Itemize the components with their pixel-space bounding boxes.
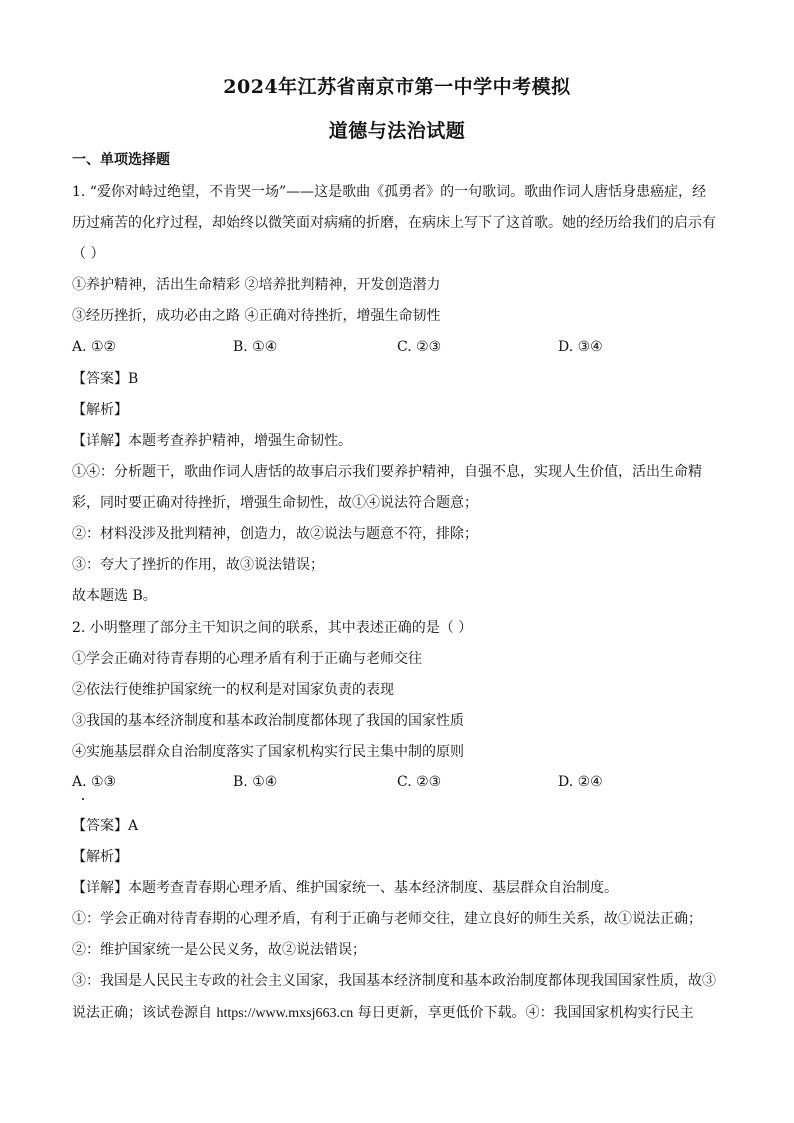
q2-option-4: ④实施基层群众自治制度落实了国家机构实行民主集中制的原则	[72, 744, 464, 760]
q1-stem-line-2: 历过痛苦的化疗过程，却始终以微笑面对病痛的折磨，在病床上写下了这首歌。她的经历给我们的启示有	[72, 215, 716, 231]
q1-analysis-label: 【解析】	[72, 402, 128, 418]
stray-dot	[82, 798, 84, 800]
q1-explanation-line-2: 彩，同时要正确对待挫折，增强生命韧性，故①④说法符合题意；	[72, 495, 478, 511]
q2-choice-d: D. ②④	[558, 774, 603, 790]
q1-conclusion: 故本题选 B。	[72, 588, 157, 604]
q2-explanation-line-4-start: 说法正确；该试卷源自	[72, 1005, 217, 1021]
q1-stem-line-1: 1. “爱你对峙过绝望，不肯哭一场”——这是歌曲《孤勇者》的一句歌词。歌曲作词人唐恬身患癌症，经	[72, 184, 707, 200]
q2-choice-c: C. ②③	[397, 774, 442, 790]
q1-explanation-line-1: ①④：分析题干，歌曲作词人唐恬的故事启示我们要养护精神，自强不息，实现人生价值，活出生命精	[72, 464, 702, 480]
q1-answer: 【答案】B	[72, 371, 139, 387]
q2-stem: 2. 小明整理了部分主干知识之间的联系，其中表述正确的是（ ）	[72, 620, 473, 636]
q1-choice-a: A. ①②	[72, 339, 117, 355]
q1-detail: 【详解】本题考查养护精神，增强生命韧性。	[72, 433, 352, 449]
q1-explanation-line-3: ②：材料没涉及批判精神，创造力，故②说法与题意不符，排除；	[72, 526, 478, 542]
q2-analysis-label: 【解析】	[72, 849, 128, 865]
q2-option-2: ②依法行使维护国家统一的权利是对国家负责的表现	[72, 682, 394, 698]
q1-options-line-2: ③经历挫折，成功必由之路 ④正确对待挫折，增强生命韧性	[72, 308, 441, 324]
q2-answer: 【答案】A	[72, 818, 139, 834]
q2-option-3: ③我国的基本经济制度和基本政治制度都体现了我国的国家性质	[72, 713, 464, 729]
q2-choice-b: B. ①④	[233, 774, 278, 790]
exam-subtitle: 道德与法治试题	[328, 120, 466, 142]
q2-explanation-line-2: ②：维护国家统一是公民义务，故②说法错误；	[72, 942, 366, 958]
q2-explanation-line-3: ③：我国是人民民主专政的社会主义国家，我国基本经济制度和基本政治制度都体现我国国家性质，故③	[72, 973, 716, 989]
q2-explanation-line-4-end: 每日更新，享更低价下载。④：我国国家机构实行民主	[353, 1005, 694, 1021]
q2-detail: 【详解】本题考查青春期心理矛盾、维护国家统一、基本经济制度、基层群众自治制度。	[72, 880, 618, 896]
q1-choice-d: D. ③④	[558, 339, 603, 355]
q1-options-line-1: ①养护精神，活出生命精彩 ②培养批判精神，开发创造潜力	[72, 277, 441, 293]
section-heading: 一、单项选择题	[72, 152, 170, 168]
q1-stem-line-3: （ ）	[72, 246, 105, 262]
q1-choice-c: C. ②③	[397, 339, 442, 355]
q2-explanation-line-1: ①：学会正确对待青春期的心理矛盾，有利于正确与老师交往，建立良好的师生关系，故①说法正确；	[72, 911, 702, 927]
q2-choice-a: A. ①③	[72, 774, 117, 790]
exam-title: 2024年江苏省南京市第一中学中考模拟	[223, 76, 571, 98]
q1-explanation-line-4: ③：夸大了挫折的作用，故③说法错误；	[72, 557, 324, 573]
q1-choices	[72, 339, 722, 357]
source-url-link[interactable]: https://www.mxsj663.cn	[216, 1006, 354, 1021]
q2-option-1: ①学会正确对待青春期的心理矛盾有利于正确与老师交往	[72, 651, 422, 667]
q2-explanation-line-4	[72, 1004, 722, 1023]
q1-choice-b: B. ①④	[233, 339, 278, 355]
q2-choices	[72, 774, 722, 792]
